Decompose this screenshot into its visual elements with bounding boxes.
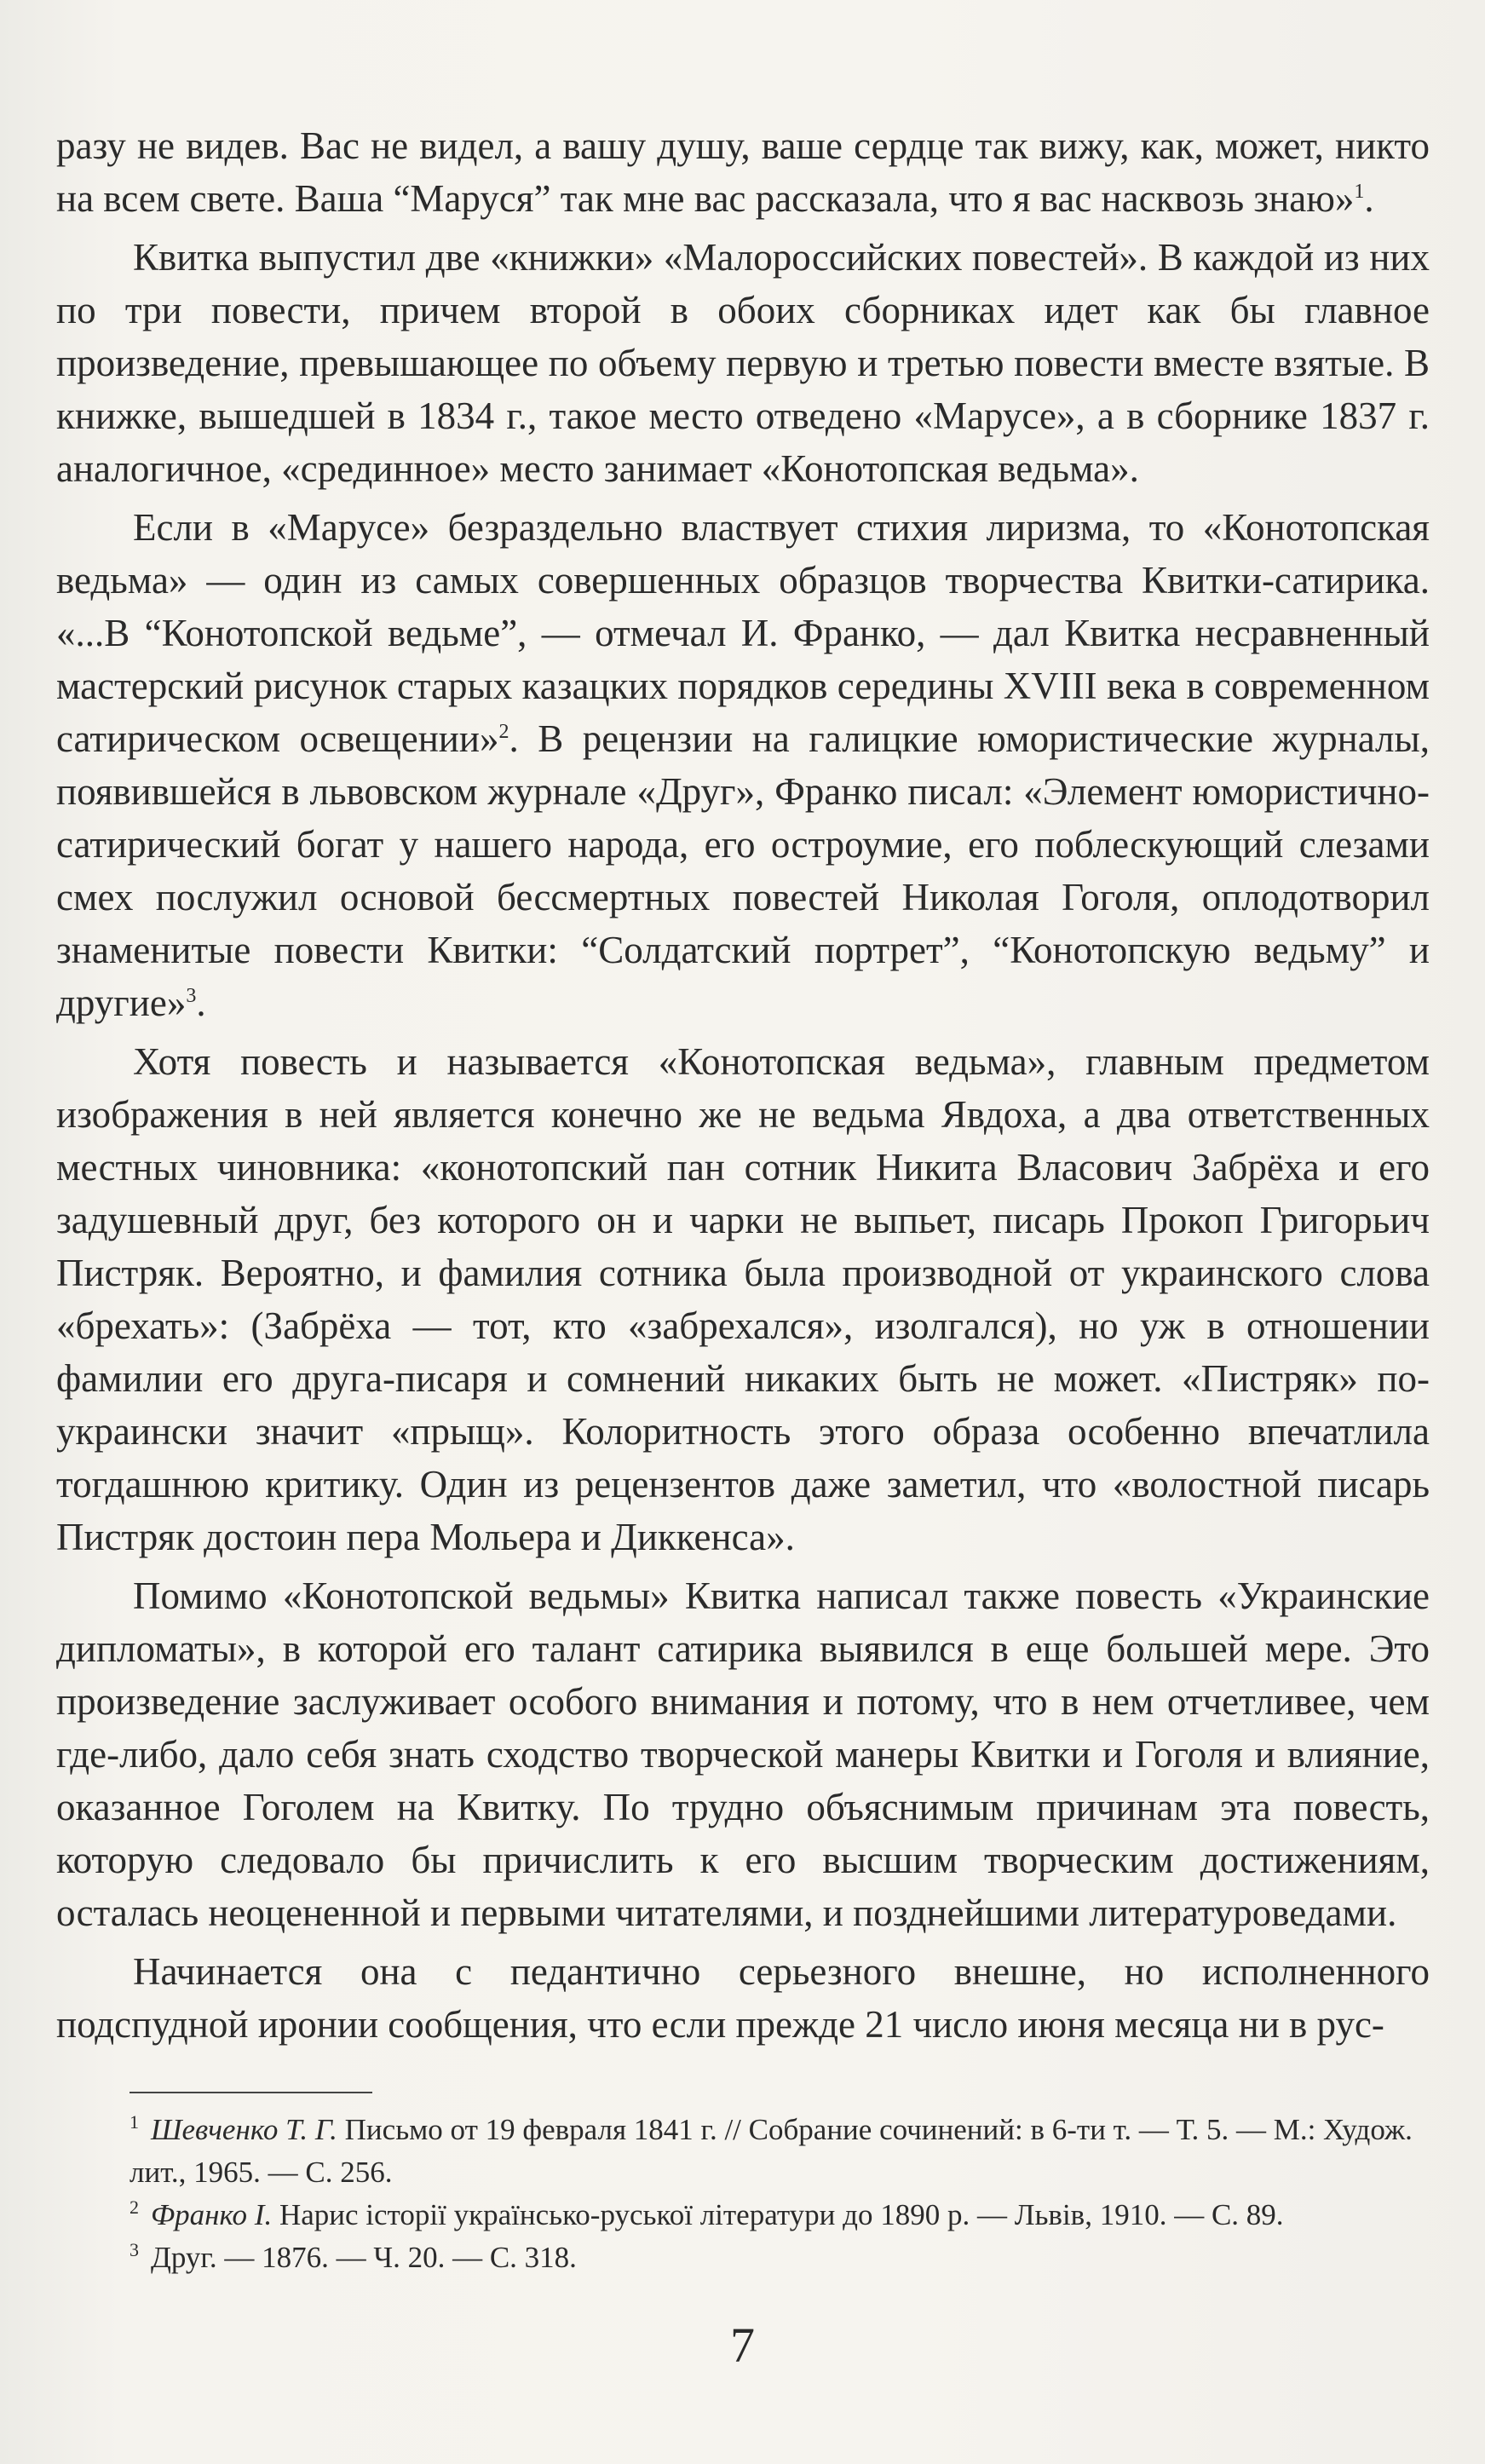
page-number: 7 [730, 2317, 755, 2373]
paragraph-3: Если в «Марусе» безраздельно властвует стихия лиризма, то «Конотопская ведьма» — один из самых совершенных образцов творчества Квитки-сатирика. «...В “Конотопской ведьме”, — отмечал И. Франко, — дал Квитка несравненный мастерский рисунок старых казацких порядков середины XVIII века в современном сатирическом освещении»$^2$. В рецензии на галицкие юмористические журналы, появившейся в львовском журнале «Друг», Франко писал: «Элемент юмористично-сатирический богат у нашего народа, его остроумие, его поблескующий слезами смех послужил основой бессмертных повестей Николая Гоголя, оплодотворил знаменитые повести Квитки: “Солдатский портрет”, “Конотопскую ведьму” и другие»$^3$. [56, 506, 1430, 1024]
footnotes [130, 2109, 1425, 2279]
paragraph-1: разу не видев. Вас не видел, а вашу душу, ваше сердце так вижу, как, может, никто на всем свете. Ваша “Маруся” так мне вас рассказала, что я вас насквозь знаю»$^1$. [56, 124, 1430, 220]
paragraph-2: Квитка выпустил две «книжки» «Малороссийских повестей». В каждой из них по три повести, причем второй в обоих сборниках идет как бы главное произведение, превышающее по объему первую и третью повести вместе взятые. В книжке, вышедшей в 1834 г., такое место отведено «Марусе», а в сборнике 1837 г. аналогичное, «срединное» место занимает «Конотопская ведьма». [56, 236, 1430, 490]
paragraph-6: Начинается она с педантично серьезного внешне, но исполненного подспудной иронии сообщения, что если прежде 21 число июня месяца ни в рус- [56, 1950, 1430, 2046]
footnote-ref-2: 2 [498, 721, 509, 743]
paragraph-5: Помимо «Конотопской ведьмы» Квитка написал также повесть «Украинские дипломаты», в которой его талант сатирика выявился в еще большей мере. Это произведение заслуживает особого внимания и потому, что в нем отчетливее, чем где-либо, дало себя знать сходство творческой манеры Квитки и Гоголя и влияние, оказанное Гоголем на Квитку. По трудно объяснимым причинам эта повесть, которую следовало бы причислить к его высшим творческим достижениям, осталась неоцененной и первыми читателями, и позднейшими литературоведами. [56, 1575, 1430, 1934]
paragraph-4: Хотя повесть и называется «Конотопская ведьма», главным предметом изображения в ней является конечно же не ведьма Явдоха, а два ответственных местных чиновника: «конотопский пан сотник Никита Власович Забрёха и его задушевный друг, без которого он и чарки не выпьет, писарь Прокоп Григорьич Пистряк. Вероятно, и фамилия сотника была производной от украинского слова «брехать»: (Забрёха — тот, кто «забрехался», изолгался), но уж в отношении фамилии его друга-писаря и сомнений никаких быть не может. «Пистряк» по-украински значит «прыщ». Колоритность этого образа особенно впечатлила тогдашнюю критику. Один из рецензентов даже заметил, что «волостной писарь Пистряк достоин пера Мольера и Диккенса». [56, 1040, 1430, 1558]
footnote-3: $^3$ Друг. — 1876. — Ч. 20. — С. 318. [130, 2239, 577, 2274]
footnote-ref-1: 1 [1354, 181, 1365, 203]
footnote-divider [130, 2092, 372, 2093]
footnote-2: $^2$ Франко І. Нарис історії українсько-руської літератури до 1890 р. — Львів, 1910. — С. 89. [130, 2196, 1284, 2231]
footnote-1: $^1$ Шевченко Т. Г. Письмо от 19 февраля 1841 г. // Собрание сочинений: в 6-ти т. — Т. 5. — М.: Худож. лит., 1965. — С. 256. [130, 2111, 1413, 2189]
main-text [56, 119, 1430, 2051]
footnote-ref-3: 3 [186, 985, 197, 1007]
